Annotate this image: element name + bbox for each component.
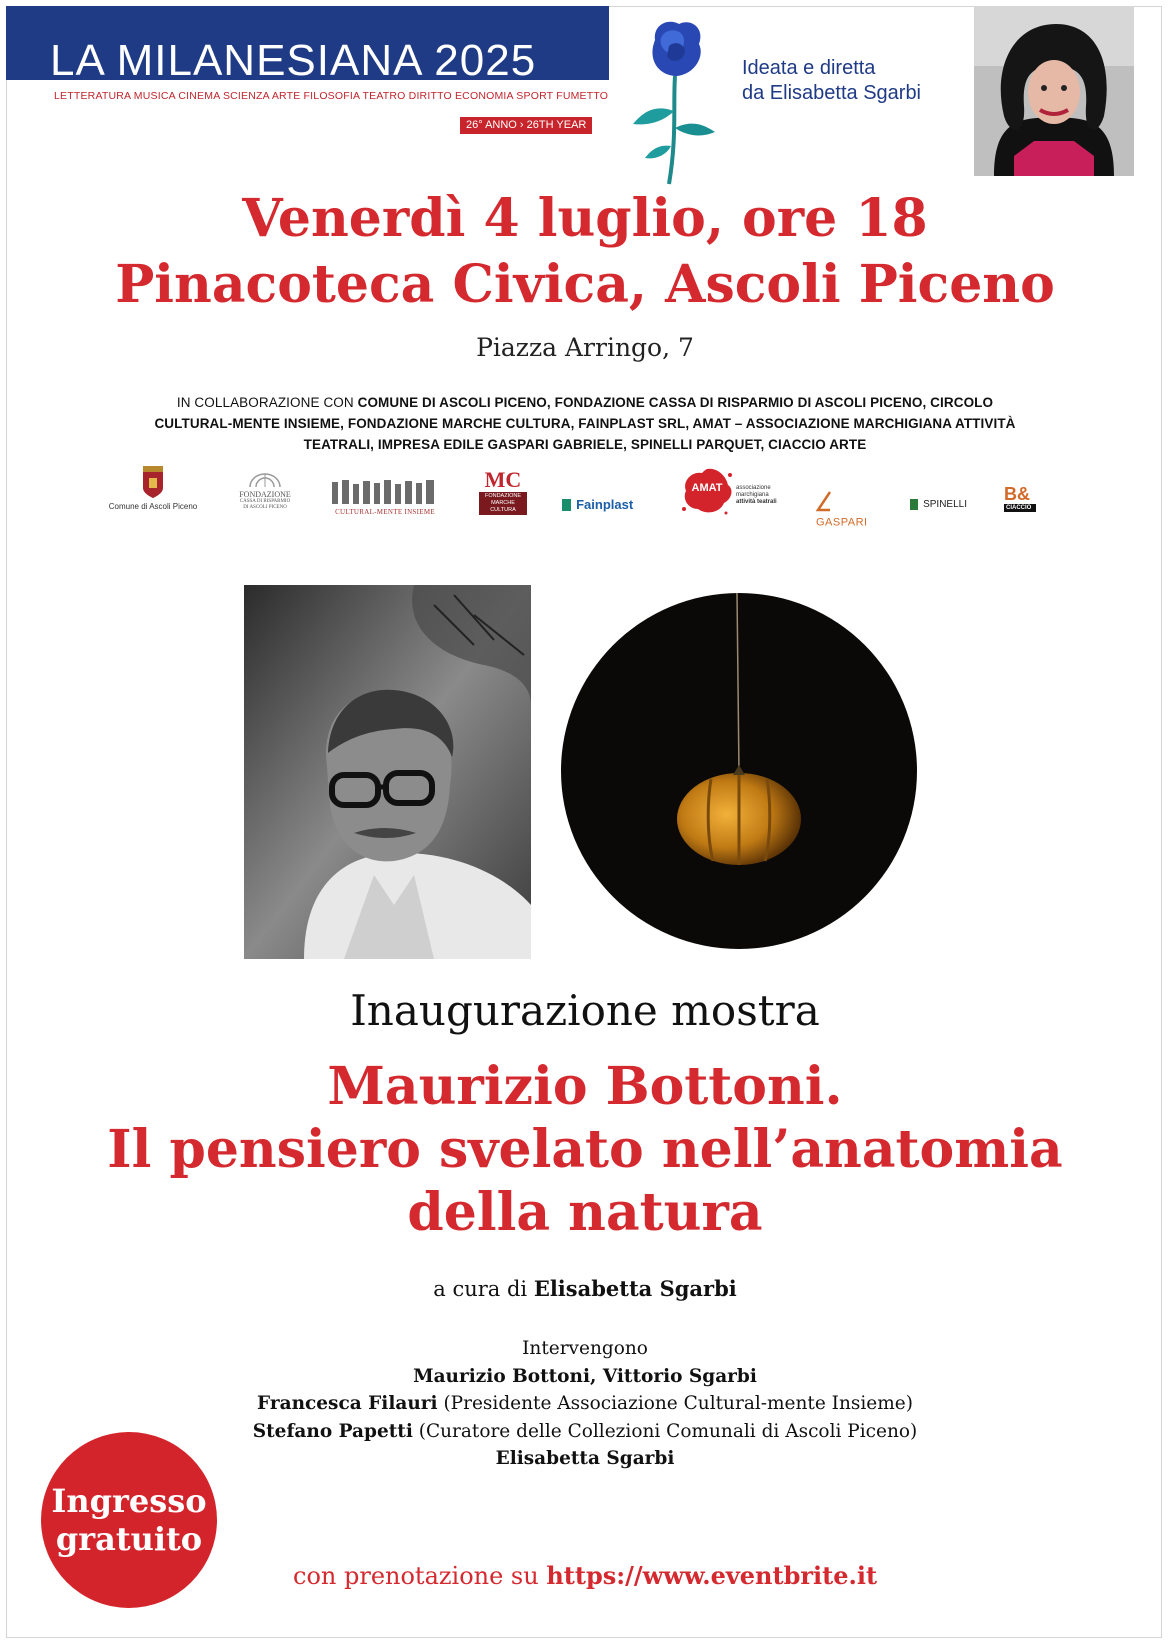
direction-line-1: Ideata e diretta [742, 57, 876, 79]
logo-marche-l1: FONDAZIONE [484, 493, 522, 499]
fainplast-mark-icon [562, 499, 571, 511]
exhibition-kicker: Inaugurazione mostra [350, 986, 820, 1035]
booking-prefix: con prenotazione su [293, 1562, 547, 1590]
ciaccio-monogram-icon: B& [1004, 484, 1030, 504]
speakers-line-4: Elisabetta Sgarbi [495, 1448, 675, 1469]
logo-gaspari [816, 490, 886, 529]
collaboration-intro: IN COLLABORAZIONE CON [176, 395, 358, 410]
event-address: Piazza Arringo, 7 [476, 333, 694, 362]
logo-marche-cultura [479, 468, 527, 514]
direction-credit [742, 56, 921, 106]
logo-amat-name: AMAT [691, 482, 723, 494]
logo-fondazione-l1: FONDAZIONE [239, 490, 291, 499]
logo-cultural-mente [330, 478, 440, 516]
logo-amat-l1: associazione [736, 485, 771, 491]
blue-rose-icon [625, 16, 725, 186]
logo-comune [108, 466, 198, 516]
speakers-heading: Intervengono [522, 1338, 648, 1359]
collaboration-text [140, 392, 1030, 455]
logo-fondazione-l3: DI ASCOLI PICENO [243, 505, 287, 510]
logo-spinelli-name: SPINELLI [923, 499, 968, 510]
curator-prefix: a cura di [433, 1277, 534, 1301]
logo-ciaccio-name: CIACCIO [1004, 504, 1036, 512]
brand-subtitle: LETTERATURA MUSICA CINEMA SCIENZA ARTE FILOSOFIA TEATRO DIRITTO ECONOMIA SPORT FUMETTO [54, 90, 609, 102]
edition-badge: 26° ANNO › 26TH YEAR [460, 117, 592, 134]
logo-fondazione-l2: CASSA DI RISPARMIO [239, 499, 291, 504]
logo-fondazione-carisap [236, 472, 294, 514]
booking-info [293, 1561, 877, 1590]
curator-name: Elisabetta Sgarbi [533, 1276, 737, 1301]
collaboration-partners: COMUNE DI ASCOLI PICENO, FONDAZIONE CASSA DI RISPARMIO DI ASCOLI PICENO, CIRCOLO CULTURAL-MENTE INSIEME, FONDAZIONE MARCHE CULTURA, FAINPLAST SRL, AMAT – ASSOCIAZIONE MARCHIGIANA ATTIVITÀ TEATRALI, IMPRESA EDILE GASPARI GABRIELE, SPINELLI PARQUET, CIACCIO ARTE [154, 395, 1016, 452]
director-portrait [974, 6, 1134, 176]
pumpkin-artwork [561, 593, 917, 949]
logo-ciaccio [1004, 484, 1058, 514]
exhibition-title-line-3: della natura [407, 1182, 763, 1243]
brand-title [50, 36, 537, 85]
curator-credit [0, 1276, 1170, 1301]
direction-line-2: da Elisabetta Sgarbi [742, 82, 922, 104]
figures-frieze-icon [330, 478, 440, 504]
logo-amat-l2: marchigiana [736, 492, 769, 498]
artist-portrait [244, 585, 531, 959]
speaker-3-role: (Curatore delle Collezioni Comunali di Ascoli Piceno) [412, 1420, 918, 1442]
free-badge-line-1: Ingresso [51, 1482, 207, 1520]
speaker-2-name: Francesca Filauri [257, 1393, 438, 1414]
logo-fainplast [562, 494, 642, 514]
free-badge-line-2: gratuito [55, 1520, 203, 1558]
logo-spinelli [910, 494, 972, 512]
brand-name: LA MILANESIANA [50, 36, 422, 85]
logo-marche-l2: MARCHE CULTURA [490, 500, 516, 513]
free-admission-badge [41, 1432, 217, 1608]
coat-of-arms-icon [141, 466, 165, 498]
gaspari-chevron-icon [816, 490, 832, 512]
logo-gaspari-name: GASPARI [816, 516, 868, 529]
logo-cultural-caption: CULTURAL-MENTE INSIEME [335, 508, 435, 516]
brand-year: 2025 [434, 36, 537, 85]
logo-fainplast-name: Fainplast [576, 497, 634, 512]
spinelli-mark-icon [910, 499, 918, 510]
fan-emblem-icon [248, 473, 282, 487]
speaker-2-role: (Presidente Associazione Cultural-mente Insieme) [437, 1393, 913, 1414]
event-date-time: Venerdì 4 luglio, ore 18 [242, 188, 928, 249]
logo-amat [680, 465, 790, 517]
exhibition-title-line-2: Il pensiero svelato nell’anatomia [107, 1119, 1063, 1180]
speaker-3-name: Stefano Papetti [252, 1420, 413, 1442]
event-venue: Pinacoteca Civica, Ascoli Piceno [115, 254, 1055, 315]
marche-monogram-icon: MC [484, 467, 522, 492]
exhibition-title-line-1: Maurizio Bottoni. [327, 1056, 843, 1117]
logo-amat-l3: attività teatrali [736, 499, 777, 505]
logo-comune-caption: Comune di Ascoli Piceno [108, 502, 198, 511]
booking-link[interactable]: https://www.eventbrite.it [546, 1561, 878, 1590]
speakers-line-1: Maurizio Bottoni, Vittorio Sgarbi [413, 1365, 757, 1387]
